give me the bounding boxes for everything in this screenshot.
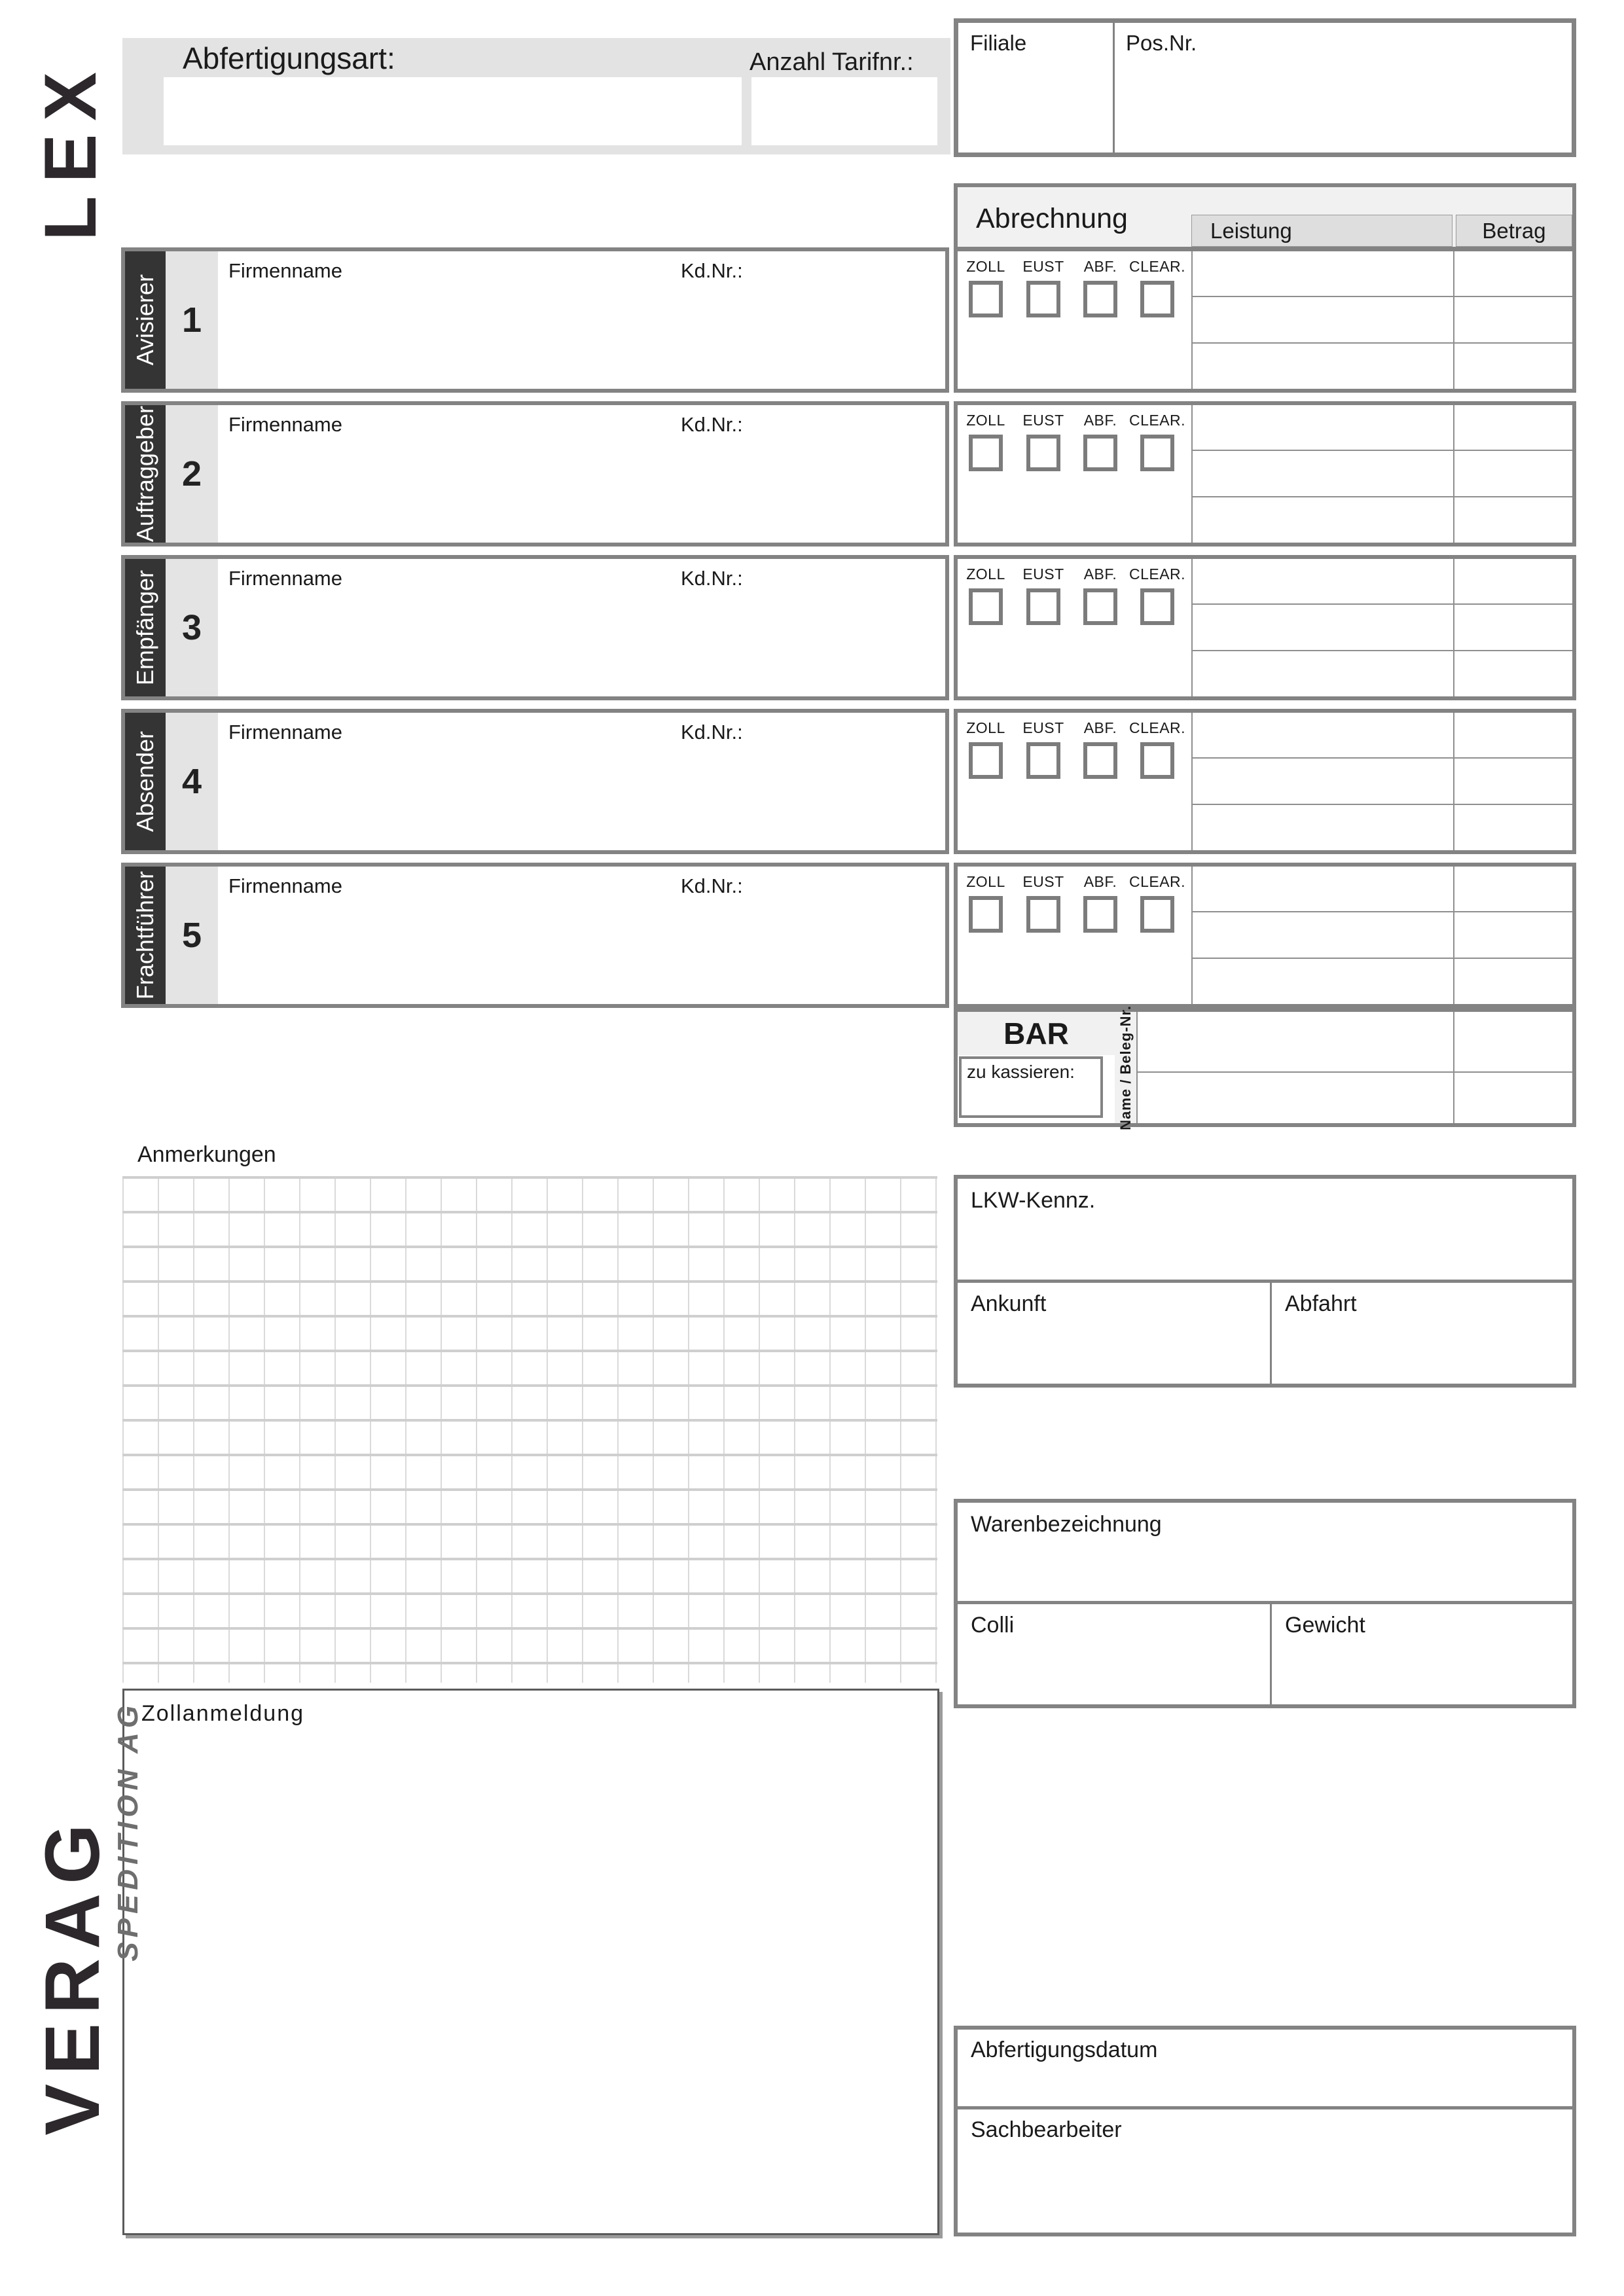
abfertigungsdatum-input[interactable] bbox=[958, 2030, 1572, 2106]
anzahl-tarifnr-input[interactable] bbox=[751, 77, 937, 145]
zoll-label: ZOLL bbox=[966, 565, 1005, 583]
party-address-box bbox=[121, 247, 949, 393]
leistung-cells[interactable] bbox=[1193, 251, 1453, 389]
party-block bbox=[121, 709, 1576, 854]
abrechnung-header bbox=[954, 183, 1576, 251]
firmenname-input[interactable] bbox=[218, 867, 945, 1004]
eust-label: EUST bbox=[1022, 719, 1064, 736]
eust-checkbox-group bbox=[1020, 719, 1066, 779]
eust-checkbox[interactable] bbox=[1026, 435, 1060, 471]
warenbezeichnung-input[interactable] bbox=[958, 1503, 1572, 1601]
zoll-checkbox-group bbox=[963, 412, 1009, 471]
zoll-label: ZOLL bbox=[966, 258, 1005, 275]
leistung-cells[interactable] bbox=[1193, 405, 1453, 543]
abfahrt-label: Abfahrt bbox=[1285, 1291, 1357, 1316]
bar-leistung-cells[interactable] bbox=[1138, 1012, 1453, 1123]
firmenname-input[interactable] bbox=[218, 405, 945, 543]
pos-nr-input[interactable] bbox=[1115, 23, 1572, 152]
firmenname-input[interactable] bbox=[218, 559, 945, 696]
eust-checkbox-group bbox=[1020, 565, 1066, 625]
clear-checkbox-group bbox=[1128, 873, 1186, 933]
firmenname-label: Firmenname bbox=[228, 413, 342, 436]
zoll-label: ZOLL bbox=[966, 412, 1005, 429]
eust-checkbox-group bbox=[1020, 873, 1066, 933]
clear-label: CLEAR. bbox=[1128, 258, 1186, 275]
checkbox-area bbox=[958, 251, 1191, 389]
party-number: 5 bbox=[181, 916, 202, 955]
pos-nr-label: Pos.Nr. bbox=[1126, 31, 1197, 55]
anzahl-tarifnr-label: Anzahl Tarifnr.: bbox=[749, 48, 914, 76]
firmenname-input[interactable] bbox=[218, 251, 945, 389]
name-beleg-label: Name / Beleg-Nr. bbox=[1117, 1005, 1134, 1130]
abfertigung-box bbox=[954, 2026, 1576, 2236]
betrag-cells[interactable] bbox=[1454, 251, 1572, 389]
abf-checkbox-group bbox=[1077, 873, 1123, 933]
checkbox-area bbox=[958, 713, 1191, 850]
sachbearbeiter-input[interactable] bbox=[958, 2109, 1572, 2233]
zoll-checkbox[interactable] bbox=[969, 588, 1003, 625]
zoll-checkbox-group bbox=[963, 719, 1009, 779]
kd-nr-label: Kd.Nr.: bbox=[681, 413, 743, 436]
clear-checkbox[interactable] bbox=[1140, 435, 1174, 471]
zoll-checkbox-group bbox=[963, 565, 1009, 625]
eust-checkbox[interactable] bbox=[1026, 896, 1060, 933]
zoll-label: ZOLL bbox=[966, 873, 1005, 890]
leistung-cells[interactable] bbox=[1193, 867, 1453, 1004]
party-abrechnung-box bbox=[954, 863, 1576, 1008]
zoll-checkbox-group bbox=[963, 873, 1009, 933]
clear-checkbox[interactable] bbox=[1140, 588, 1174, 625]
anmerkungen-label: Anmerkungen bbox=[137, 1142, 276, 1167]
eust-label: EUST bbox=[1022, 873, 1064, 890]
eust-checkbox-group bbox=[1020, 258, 1066, 317]
party-number-strip bbox=[166, 867, 218, 1004]
kd-nr-label: Kd.Nr.: bbox=[681, 567, 743, 590]
lex-logo-text: LEX bbox=[29, 59, 111, 241]
filiale-label: Filiale bbox=[970, 31, 1027, 55]
abf-label: ABF. bbox=[1083, 719, 1117, 736]
party-abrechnung-box bbox=[954, 555, 1576, 700]
name-beleg-strip bbox=[1115, 1005, 1136, 1130]
eust-checkbox[interactable] bbox=[1026, 588, 1060, 625]
party-block bbox=[121, 247, 1576, 393]
verag-logo bbox=[29, 1710, 116, 2241]
abf-checkbox[interactable] bbox=[1083, 435, 1117, 471]
eust-checkbox[interactable] bbox=[1026, 281, 1060, 317]
abf-checkbox-group bbox=[1077, 258, 1123, 317]
verag-logo-text: VERAG bbox=[29, 1815, 116, 2136]
betrag-cells[interactable] bbox=[1454, 867, 1572, 1004]
firmenname-label: Firmenname bbox=[228, 721, 342, 744]
party-role-strip bbox=[125, 713, 166, 850]
lex-logo bbox=[31, 33, 109, 267]
betrag-label: Betrag bbox=[1482, 218, 1546, 243]
clear-checkbox-group bbox=[1128, 565, 1186, 625]
checkbox-area bbox=[958, 867, 1191, 1004]
leistung-cells[interactable] bbox=[1193, 713, 1453, 850]
clear-checkbox[interactable] bbox=[1140, 281, 1174, 317]
ankunft-label: Ankunft bbox=[971, 1291, 1047, 1316]
abfahrt-input[interactable] bbox=[1272, 1283, 1572, 1384]
leistung-cells[interactable] bbox=[1193, 559, 1453, 696]
verag-sub-text: SPEDITION AG bbox=[112, 1701, 144, 1962]
firmenname-label: Firmenname bbox=[228, 567, 342, 590]
party-abrechnung-box bbox=[954, 401, 1576, 547]
zoll-checkbox-group bbox=[963, 258, 1009, 317]
gewicht-input[interactable] bbox=[1272, 1604, 1572, 1704]
warenbezeichnung-box bbox=[954, 1499, 1576, 1708]
filiale-input[interactable] bbox=[958, 23, 1113, 152]
abf-checkbox[interactable] bbox=[1083, 281, 1117, 317]
abfertigungsdatum-label: Abfertigungsdatum bbox=[971, 2037, 1158, 2062]
party-role-label: Auftraggeber bbox=[132, 405, 158, 543]
party-address-box bbox=[121, 863, 949, 1008]
party-role-label: Avisierer bbox=[132, 274, 158, 366]
party-block bbox=[121, 401, 1576, 547]
abfertigungsart-label: Abfertigungsart: bbox=[183, 41, 395, 75]
zollanmeldung-label: Zollanmeldung bbox=[141, 1701, 305, 1726]
party-address-box bbox=[121, 555, 949, 700]
leistung-label: Leistung bbox=[1210, 218, 1292, 243]
abf-label: ABF. bbox=[1083, 258, 1117, 275]
party-address-box bbox=[121, 709, 949, 854]
party-role-label: Frachtführer bbox=[132, 870, 158, 1000]
party-abrechnung-box bbox=[954, 247, 1576, 393]
firmenname-input[interactable] bbox=[218, 713, 945, 850]
clear-label: CLEAR. bbox=[1128, 565, 1186, 583]
sachbearbeiter-label: Sachbearbeiter bbox=[971, 2117, 1122, 2142]
bar-betrag-cells[interactable] bbox=[1454, 1012, 1572, 1123]
abf-label: ABF. bbox=[1083, 873, 1117, 890]
gewicht-label: Gewicht bbox=[1285, 1613, 1365, 1638]
party-number-strip bbox=[166, 405, 218, 543]
party-number-strip bbox=[166, 251, 218, 389]
ankunft-input[interactable] bbox=[958, 1283, 1270, 1384]
zoll-checkbox[interactable] bbox=[969, 281, 1003, 317]
zu-kassieren-input[interactable] bbox=[959, 1056, 1103, 1118]
betrag-cells[interactable] bbox=[1454, 405, 1572, 543]
party-block bbox=[121, 863, 1576, 1008]
clear-checkbox-group bbox=[1128, 412, 1186, 471]
zu-kassieren-label: zu kassieren: bbox=[967, 1062, 1075, 1082]
abf-checkbox[interactable] bbox=[1083, 742, 1117, 779]
party-address-box bbox=[121, 401, 949, 547]
betrag-cells[interactable] bbox=[1454, 713, 1572, 850]
clear-checkbox[interactable] bbox=[1140, 742, 1174, 779]
zoll-checkbox[interactable] bbox=[969, 896, 1003, 933]
abf-checkbox-group bbox=[1077, 719, 1123, 779]
party-role-label: Empfänger bbox=[132, 569, 158, 686]
lkw-kennz-input[interactable] bbox=[958, 1179, 1572, 1280]
abf-checkbox-group bbox=[1077, 565, 1123, 625]
abf-checkbox[interactable] bbox=[1083, 896, 1117, 933]
kd-nr-label: Kd.Nr.: bbox=[681, 259, 743, 282]
party-number: 1 bbox=[181, 300, 202, 340]
party-role-strip bbox=[125, 405, 166, 543]
party-role-strip bbox=[125, 251, 166, 389]
party-number: 3 bbox=[181, 608, 202, 647]
zoll-checkbox[interactable] bbox=[969, 742, 1003, 779]
abf-label: ABF. bbox=[1083, 565, 1117, 583]
checkbox-area bbox=[958, 559, 1191, 696]
abf-label: ABF. bbox=[1083, 412, 1117, 429]
clear-checkbox-group bbox=[1128, 258, 1186, 317]
filiale-posnr-box bbox=[954, 18, 1576, 157]
clear-checkbox-group bbox=[1128, 719, 1186, 779]
zollanmeldung-box[interactable] bbox=[122, 1689, 939, 2235]
zoll-checkbox[interactable] bbox=[969, 435, 1003, 471]
abfertigungsart-input[interactable] bbox=[164, 77, 742, 145]
party-role-label: Absender bbox=[132, 730, 158, 833]
party-number-strip bbox=[166, 713, 218, 850]
eust-label: EUST bbox=[1022, 412, 1064, 429]
eust-label: EUST bbox=[1022, 565, 1064, 583]
colli-label: Colli bbox=[971, 1613, 1015, 1638]
eust-label: EUST bbox=[1022, 258, 1064, 275]
party-abrechnung-box bbox=[954, 709, 1576, 854]
verag-spedition-ag-text bbox=[111, 1673, 145, 1990]
bar-title: BAR bbox=[1003, 1016, 1069, 1050]
party-number: 4 bbox=[181, 762, 202, 801]
abf-checkbox-group bbox=[1077, 412, 1123, 471]
firmenname-label: Firmenname bbox=[228, 259, 342, 282]
betrag-cells[interactable] bbox=[1454, 559, 1572, 696]
anmerkungen-grid[interactable] bbox=[122, 1176, 937, 1683]
colli-input[interactable] bbox=[958, 1604, 1270, 1704]
abf-checkbox[interactable] bbox=[1083, 588, 1117, 625]
firmenname-label: Firmenname bbox=[228, 874, 342, 897]
clear-checkbox[interactable] bbox=[1140, 896, 1174, 933]
betrag-column-header bbox=[1456, 215, 1572, 247]
party-role-strip bbox=[125, 867, 166, 1004]
warenbezeichnung-label: Warenbezeichnung bbox=[971, 1512, 1162, 1537]
party-role-strip bbox=[125, 559, 166, 696]
zoll-label: ZOLL bbox=[966, 719, 1005, 736]
party-block bbox=[121, 555, 1576, 700]
abrechnung-title: Abrechnung bbox=[976, 203, 1128, 234]
kd-nr-label: Kd.Nr.: bbox=[681, 874, 743, 897]
eust-checkbox[interactable] bbox=[1026, 742, 1060, 779]
lkw-box bbox=[954, 1175, 1576, 1388]
party-number: 2 bbox=[181, 454, 202, 493]
checkbox-area bbox=[958, 405, 1191, 543]
clear-label: CLEAR. bbox=[1128, 719, 1186, 736]
leistung-column-header bbox=[1191, 215, 1453, 247]
kd-nr-label: Kd.Nr.: bbox=[681, 721, 743, 744]
bar-box bbox=[954, 1005, 1576, 1130]
bar-strip bbox=[958, 1012, 1115, 1055]
clear-label: CLEAR. bbox=[1128, 873, 1186, 890]
lkw-kennz-label: LKW-Kennz. bbox=[971, 1188, 1096, 1213]
eust-checkbox-group bbox=[1020, 412, 1066, 471]
clear-label: CLEAR. bbox=[1128, 412, 1186, 429]
party-number-strip bbox=[166, 559, 218, 696]
